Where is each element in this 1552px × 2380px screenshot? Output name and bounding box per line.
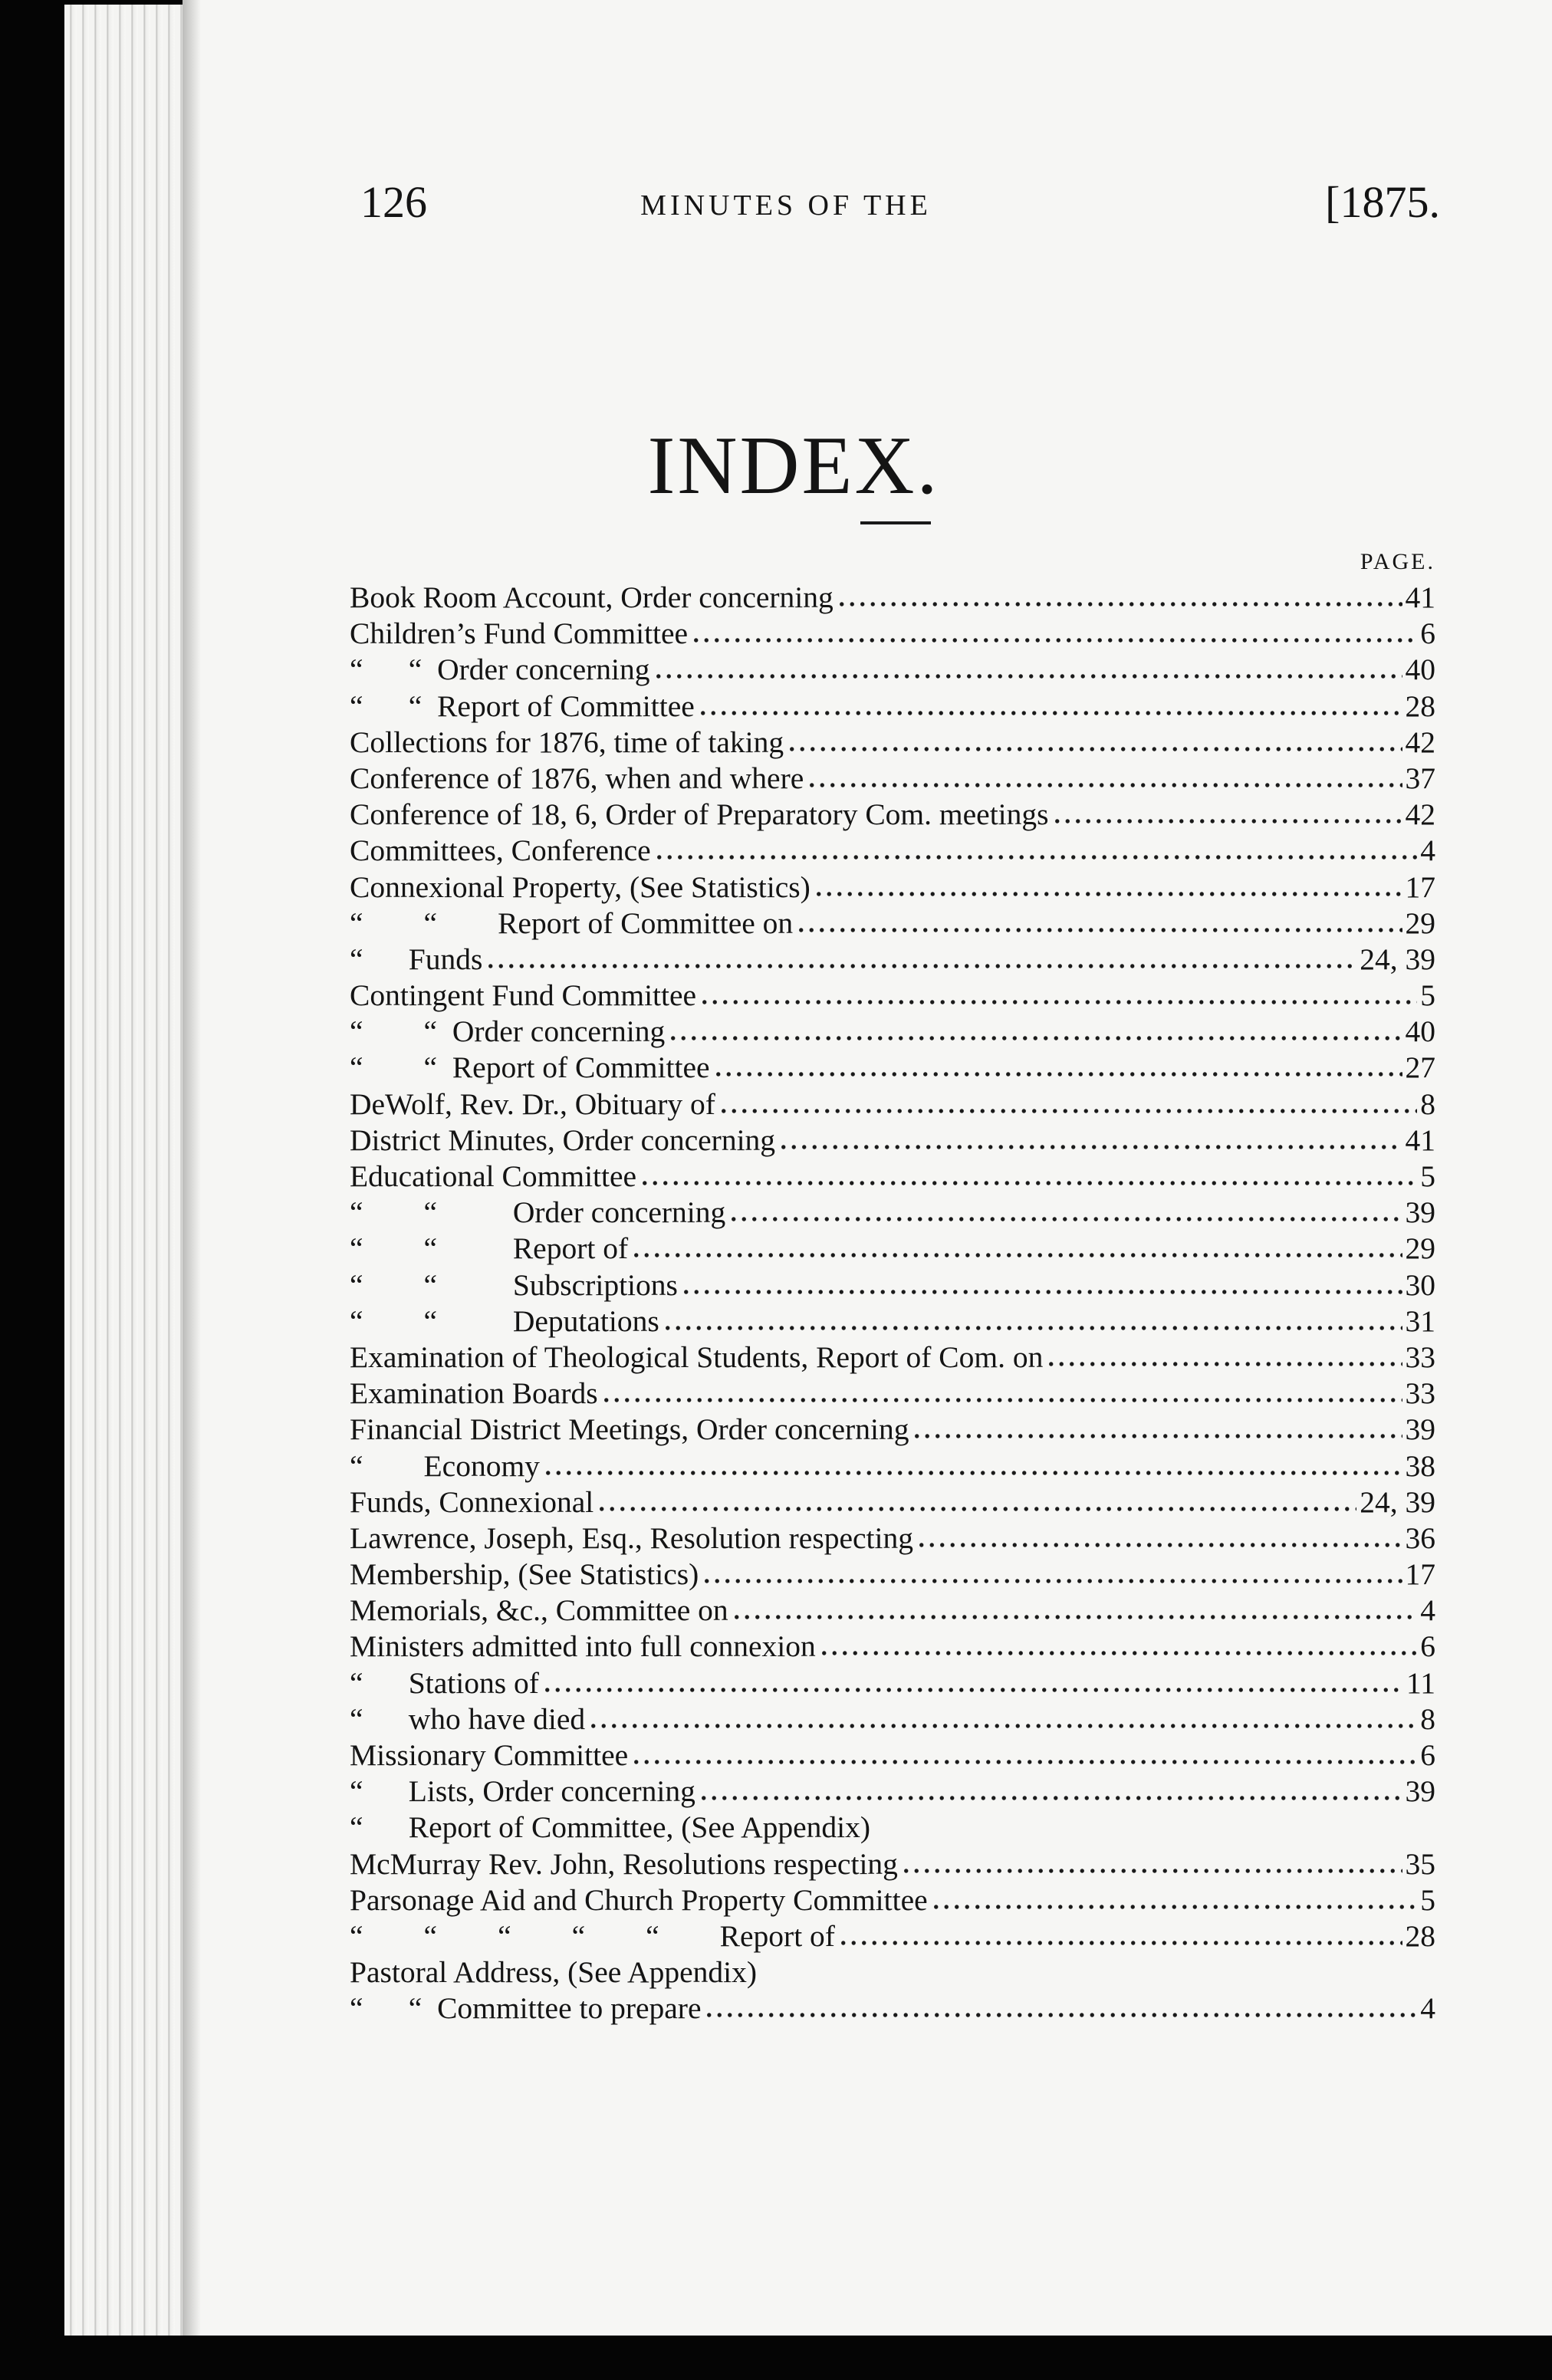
index-entry [350, 761, 1435, 797]
entry-page: 4 [1420, 833, 1435, 868]
entry-page: 41 [1405, 580, 1435, 614]
dot-leader [1052, 815, 1402, 824]
index-entry [350, 1231, 1435, 1267]
index-entry [350, 652, 1435, 688]
entry-label: Parsonage Aid and Church Property Committee [350, 1882, 928, 1917]
running-head: MINUTES OF THE [640, 189, 932, 222]
index-title: INDEX. [647, 420, 940, 511]
entry-page: 5 [1420, 1882, 1435, 1917]
entry-label: DeWolf, Rev. Dr., Obituary of [350, 1086, 715, 1121]
entry-page: 28 [1405, 1918, 1435, 1953]
index-entry [350, 1737, 1435, 1773]
entry-label: Book Room Account, Order concerning [350, 580, 834, 614]
dot-leader [668, 1032, 1402, 1041]
dot-leader [814, 888, 1402, 897]
entry-label: “ Lists, Order concerning [350, 1774, 695, 1809]
entry-page: 24, 39 [1360, 1484, 1435, 1519]
index-entry [350, 1412, 1435, 1448]
entry-label: “ Stations of [350, 1665, 539, 1700]
dot-leader [653, 670, 1402, 679]
dot-leader [542, 1684, 1403, 1693]
page-column-label: PAGE. [1360, 549, 1435, 574]
dot-leader [778, 1141, 1402, 1150]
entry-page: 35 [1405, 1846, 1435, 1881]
entry-page: 33 [1405, 1376, 1435, 1411]
index-entry [350, 1810, 1435, 1846]
dot-leader [732, 1611, 1418, 1620]
entry-page: 41 [1405, 1123, 1435, 1157]
dot-leader [691, 634, 1417, 643]
index-entry [350, 1593, 1435, 1629]
dot-leader [718, 1105, 1417, 1114]
index-entry [350, 1665, 1435, 1701]
entry-page: 40 [1405, 1014, 1435, 1049]
index-entry [350, 1376, 1435, 1412]
index-entry [350, 1954, 1435, 1990]
title-rule [860, 521, 931, 524]
entry-label: Lawrence, Joseph, Esq., Resolution respecting [350, 1520, 913, 1555]
dot-leader [713, 1068, 1402, 1077]
index-entry [350, 1195, 1435, 1231]
dot-leader [681, 1286, 1402, 1295]
entry-label: “ “ Deputations [350, 1303, 659, 1338]
entry-label: Missionary Committee [350, 1738, 629, 1772]
entry-page: 6 [1420, 616, 1435, 651]
entry-label: “ “ Subscriptions [350, 1267, 678, 1302]
dot-leader [819, 1647, 1417, 1656]
index-entry [350, 978, 1435, 1014]
entry-label: “ Report of Committee, (See Appendix) [350, 1810, 871, 1845]
index-entry [350, 1340, 1435, 1376]
entry-page: 31 [1405, 1303, 1435, 1338]
entry-label: “ Economy [350, 1448, 540, 1483]
entry-label: Funds, Connexional [350, 1484, 594, 1519]
entry-page: 6 [1420, 1738, 1435, 1772]
entry-label: Connexional Property, (See Statistics) [350, 869, 811, 904]
entry-label: “ Funds [350, 942, 483, 976]
dot-leader [601, 1394, 1402, 1403]
entry-label: Membership, (See Statistics) [350, 1557, 699, 1592]
index-entry [350, 616, 1435, 652]
entry-label: Conference of 1876, when and where [350, 761, 804, 795]
entry-label: “ “ Report of Committee on [350, 906, 794, 940]
entry-page: 39 [1405, 1412, 1435, 1447]
entry-page: 17 [1405, 869, 1435, 904]
entry-page: 38 [1405, 1448, 1435, 1483]
index-entry [350, 1701, 1435, 1737]
entry-label: “ “ Committee to prepare [350, 1991, 702, 2026]
index-entry [350, 1882, 1435, 1918]
index-entry [350, 906, 1435, 942]
entry-page: 4 [1420, 1991, 1435, 2026]
dot-leader [654, 851, 1418, 860]
dot-leader [873, 1828, 1432, 1837]
entry-page: 42 [1405, 797, 1435, 832]
index-entry [350, 942, 1435, 978]
entry-page: 37 [1405, 761, 1435, 795]
index-entry [350, 797, 1435, 833]
index-entry [350, 1159, 1435, 1195]
year-heading: [1875. [1325, 177, 1440, 227]
entry-label: District Minutes, Order concerning [350, 1123, 776, 1157]
index-entry [350, 833, 1435, 869]
dot-leader [631, 1756, 1417, 1765]
dot-leader [912, 1430, 1402, 1439]
entry-page: 17 [1405, 1557, 1435, 1592]
entry-label: “ “ Order concerning [350, 653, 650, 687]
entry-page: 40 [1405, 653, 1435, 687]
entry-page: 5 [1420, 1159, 1435, 1193]
dot-leader [702, 1575, 1402, 1584]
index-entry [350, 1086, 1435, 1123]
dot-leader [837, 598, 1402, 607]
entry-label: Educational Committee [350, 1159, 637, 1193]
index-entry [350, 1050, 1435, 1086]
entry-label: Committees, Conference [350, 833, 651, 868]
dot-leader [485, 960, 1356, 969]
dot-leader [597, 1503, 1356, 1512]
index-entries [350, 580, 1435, 2027]
entry-label: Memorials, &c., Committee on [350, 1593, 728, 1628]
entry-page: 39 [1405, 1195, 1435, 1230]
entry-label: Conference of 18, 6, Order of Preparatory Com. meetings [350, 797, 1049, 832]
index-entry [350, 1918, 1435, 1954]
dot-leader [588, 1720, 1417, 1729]
dot-leader [838, 1937, 1402, 1946]
dot-leader [631, 1249, 1402, 1258]
index-entry [350, 580, 1435, 616]
dot-leader [931, 1901, 1418, 1910]
index-entry [350, 1123, 1435, 1159]
entry-page: 28 [1405, 689, 1435, 723]
entry-page: 30 [1405, 1267, 1435, 1302]
book-page-edges [64, 5, 199, 2336]
entry-page: 42 [1405, 725, 1435, 759]
entry-label: “ “ Report of Committee [350, 689, 695, 723]
index-entry [350, 1267, 1435, 1303]
entry-page: 29 [1405, 1231, 1435, 1266]
dot-leader [543, 1467, 1402, 1476]
entry-label: “ “ Order concerning [350, 1195, 726, 1230]
dot-leader [728, 1213, 1402, 1222]
entry-label: “ “ Order concerning [350, 1014, 666, 1049]
dot-leader [760, 1973, 1432, 1982]
dot-leader [1046, 1358, 1402, 1367]
index-entry [350, 1014, 1435, 1050]
index-entry [350, 1846, 1435, 1882]
entry-label: Financial District Meetings, Order concerning [350, 1412, 909, 1447]
entry-page: 4 [1420, 1593, 1435, 1628]
dot-leader [663, 1322, 1402, 1331]
entry-label: “ “ “ “ “ Report of [350, 1918, 835, 1953]
index-entry [350, 1773, 1435, 1810]
entry-label: Examination Boards [350, 1376, 598, 1411]
index-entry [350, 869, 1435, 906]
entry-label: McMurray Rev. John, Resolutions respecting [350, 1846, 898, 1881]
dot-leader [699, 1792, 1402, 1801]
entry-page: 24, 39 [1360, 942, 1435, 976]
index-entry [350, 1520, 1435, 1557]
entry-label: “ “ Report of Committee [350, 1050, 710, 1085]
index-entry [350, 1629, 1435, 1665]
index-entry [350, 1303, 1435, 1340]
entry-label: Ministers admitted into full connexion [350, 1629, 816, 1664]
entry-label: “ who have died [350, 1701, 586, 1736]
entry-page: 8 [1420, 1086, 1435, 1121]
entry-label: Children’s Fund Committee [350, 616, 689, 651]
entry-page: 33 [1405, 1340, 1435, 1374]
entry-label: Pastoral Address, (See Appendix) [350, 1955, 757, 1990]
dot-leader [916, 1539, 1402, 1548]
entry-label: Examination of Theological Students, Report of Com. on [350, 1340, 1044, 1374]
entry-label: Collections for 1876, time of taking [350, 725, 784, 759]
index-entry [350, 1557, 1435, 1593]
entry-page: 29 [1405, 906, 1435, 940]
page-number: 126 [360, 177, 427, 227]
dot-leader [796, 924, 1402, 933]
binding-shadow [182, 0, 201, 2336]
index-entry [350, 725, 1435, 761]
entry-label: Contingent Fund Committee [350, 978, 697, 1013]
index-entry [350, 1990, 1435, 2027]
entry-page: 27 [1405, 1050, 1435, 1085]
index-entry [350, 1484, 1435, 1520]
entry-page: 11 [1406, 1665, 1435, 1700]
index-entry [350, 689, 1435, 725]
entry-page: 8 [1420, 1701, 1435, 1736]
dot-leader [640, 1177, 1417, 1186]
entry-page: 6 [1420, 1629, 1435, 1664]
index-entry [350, 1448, 1435, 1484]
dot-leader [704, 2009, 1417, 2018]
dot-leader [787, 743, 1402, 752]
entry-page: 5 [1420, 978, 1435, 1013]
entry-label: “ “ Report of [350, 1231, 629, 1266]
dot-leader [698, 707, 1402, 716]
dot-leader [901, 1865, 1402, 1874]
dot-leader [699, 996, 1417, 1005]
entry-page: 36 [1405, 1520, 1435, 1555]
dot-leader [807, 779, 1402, 788]
entry-page: 39 [1405, 1774, 1435, 1809]
